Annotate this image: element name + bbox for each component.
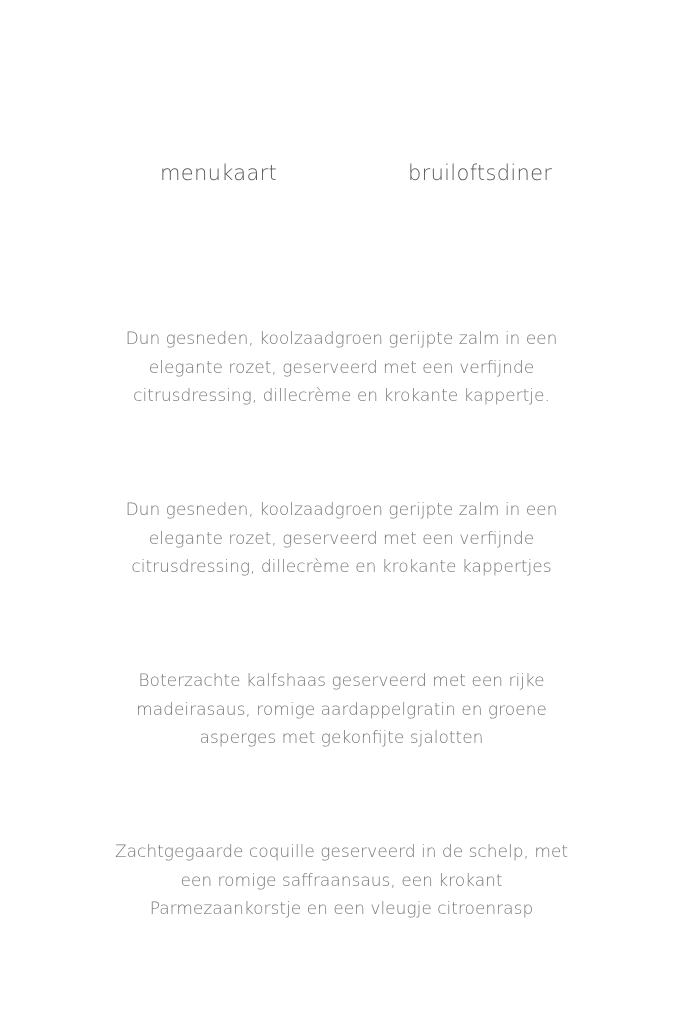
course-description-4 — [90, 838, 593, 924]
course-description-3 — [90, 667, 593, 753]
course-line: Parmezaankorstje en een vleugje citroenrasp — [149, 899, 534, 919]
course-line: een romige saffraansaus, een krokant — [180, 870, 503, 891]
course-line: Boterzachte kalfshaas geserveerd met een rijke — [138, 671, 545, 691]
course-line: elegante rozet, geserveerd met een verfijnde — [148, 357, 535, 378]
course-line: citrusdressing, dillecrème en krokante kappertje. — [133, 386, 550, 406]
menu-title: menukaart — [160, 161, 278, 185]
course-line: Zachtgegaarde coquille geserveerd in de schelp, met — [114, 842, 569, 862]
course-description-2 — [90, 496, 593, 582]
course-line: asperges met gekonfijte sjalotten — [199, 728, 484, 748]
course-description-1 — [90, 325, 593, 411]
course-line: elegante rozet, geserveerd met een verfijnde — [148, 528, 535, 549]
course-line: madeirasaus, romige aardappelgratin en groene — [136, 699, 547, 720]
course-line: citrusdressing, dillecrème en krokante kappertjes — [131, 557, 552, 577]
course-line: Dun gesneden, koolzaadgroen gerijpte zalm in een — [125, 500, 558, 520]
course-line: Dun gesneden, koolzaadgroen gerijpte zalm in een — [125, 329, 558, 349]
dinner-title: bruiloftsdiner — [408, 161, 553, 185]
